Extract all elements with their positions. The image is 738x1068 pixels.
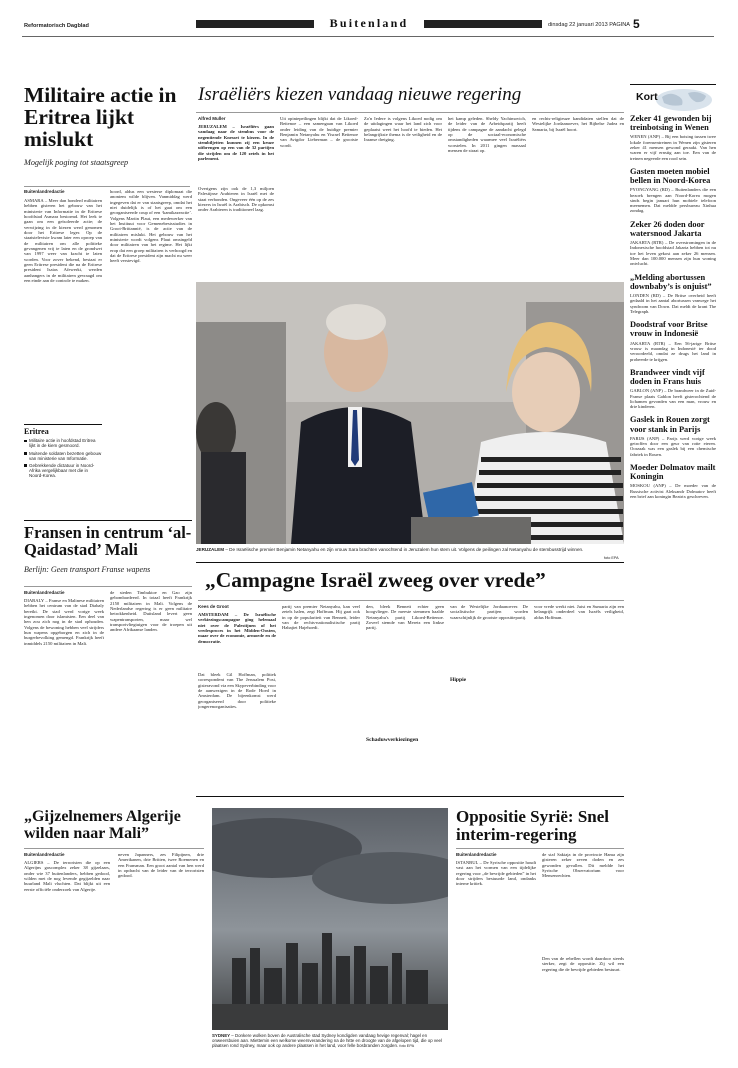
election-photo xyxy=(196,282,624,544)
eritrea-body-2: hoord, aldus een westerse diplomaat die anoniem wilde blijven. Vanmiddag werd ingegeven dat er van staatsgreep, omdat het niet duidelijk is of het gaat om een georganiseerde coup of een ‘kamikazeactie’. Volgens Martin Plaut, een medewerker van het Instituut voor Gemenebestsstudies in Groot-Brittannië, is de actie van de militairen mislukt. Het gebouw van het ministerie wordt volgens Plaut omsingeld door militairen van het regime. Het lijkt erop dat een groep militairen is verhoogd en dat de Eritrese president zijn macht nu weer heeft verstevigd. xyxy=(110,189,192,264)
campagne-rule xyxy=(198,600,624,601)
israel-headline: Israëliërs kiezen vandaag nieuwe regering xyxy=(198,84,522,105)
masthead-bar-left xyxy=(196,20,314,28)
mali-body-1: DIABALY – Franse en Malinese militairen hebben het centrum van de stad Diabaly bereikt. De stad werd vorige week ingenomen door islamisten. Een deel van hen zou zich nog in de stad ophouden. Volgens de bewoning hebben veel strijders hun wapens opgeborgen en zich in de burgerbevolking gemengd. Frankrijk heeft inmiddels 2150 militairen in Mali. xyxy=(24,598,104,646)
campagne-intertitle: Schaduwverkiezingen xyxy=(366,737,419,743)
israel-rule xyxy=(196,112,624,113)
eritrea-rule xyxy=(24,186,190,187)
eritrea-subhead: Mogelijk poging tot staatsgreep xyxy=(24,158,129,167)
campagne-body-5: voor vrede werkt niet. Juist en Sumaria zijn een belangrijk onderdeel van Israëls veiligheid, aldus Hoffman. xyxy=(534,604,624,620)
campagne-body-1: Dat bleek Gil Hoffman, politiek correspondent van The Jerusalem Post, gisteravond via een Skypeverbinding voor de aanwezigen in de Rode Hoed in Amsterdam. De bijeenkomst werd georganiseerd door politieke jongerenorganisaties. xyxy=(198,672,276,710)
kort-item-body: LONDEN (RD) – De Britse overheid heeft gedaald in het aantal abortussen vanwege het syndroom van Down. Dat meldt de krant The Telegraph. xyxy=(630,293,716,314)
israel-body-4: het kamp geleden. Sheldy Yachimovich, de leider van de Arbeidspartij heeft tijdens de campagne de aandacht gelegd op de sociaal-economische omstandigheden waarmee veel Israëliërs worstelen. In 2011 gingen massaal mensen de straat op. xyxy=(448,116,526,154)
section-name: Buitenland xyxy=(329,16,409,30)
israel-body-3: Zo'n Iedere is volgens Likoed nodig om de uitdagingen waar het land zich voor geplaatst weet het hoofd te bieden. Het belangrijkste thema is de veiligheid en de Iraanse dreiging. xyxy=(364,116,442,143)
campagne-end-rule xyxy=(196,796,624,797)
factbox-bullet: Gebrekkende dictatuur in Noord-Afrika vergelijkbaar met die in Noord-Korea. xyxy=(24,463,102,479)
algerije-body-2: neven Japanners, zes Filipijnen, drie Amerikanen, drie Britten, twee Roemenen en een Fransman. Een groot aantal van hen werd in opdracht van de leider van de terroristen gedood. xyxy=(118,852,204,879)
kort-item xyxy=(630,320,716,362)
kort-item-body: WENEN (ANP) – Bij een botsing tussen twee lokale forensentreinen in Wenen zijn gisteren zeker 41 mensen gewond geraakt. Van hen waren er vijf ernstig aan toe. Een van de treinen negeerde een rood sein. xyxy=(630,134,716,161)
sydney-caption-place: SYDNEY xyxy=(212,1033,231,1038)
header-rule xyxy=(22,36,714,37)
mali-rule xyxy=(24,586,192,587)
campagne-body-3: den, bleek Bennett echter geen hoogvlieger. De meeste stemmen haalde Netanyahu's partij Likoed-Beitenoe. Zoveel stemde van Meretz een linkse partij. xyxy=(366,604,444,631)
mali-headline: Fransen in centrum ‘al-Qaidastad’ Mali xyxy=(24,523,192,559)
kort-header xyxy=(630,84,716,114)
algerije-body-1: ALGIERS – De terroristen die op een Algerijns gascomplex zeker 38 gijzelaars, onder wie 37 buitenlanders, hebben gedood, wilden met de nog levende gegijzelden naar buurland Mali vluchten. Dat blijkt uit een eerste officiële onderzoek van Algerije. xyxy=(24,860,110,892)
eritrea-body-1: ASMARA – Meer dan honderd militairen hebben gisteren het gebouw van het ministerie van Informatie in de Eritrese hoofdstad Asmara bestormd. Het leek te gaan om een geïsoleerde actie; de verwijzing in de kiezen werd genomen door het Eritrese leger. Op de staatstelevisie kwam later een oproep van de militairen om alle politieke gevangenen vrij te laten en de grondwet van 1997 weer van kracht te laten worden. Voor zover bekend, bestaat er geen Eritrese president die na de Eritrese president Isaias Afewerki, werden aanhangers in de militairen gevraagd om een einde aan de controle te maken. xyxy=(24,198,102,284)
kort-item-title: Doodstraf voor Britse vrouw in Indonesië xyxy=(630,320,708,339)
mali-byline: Buitenlandredactie xyxy=(24,590,65,595)
election-photo-image xyxy=(196,282,624,544)
syrie-body-1: ISTANBUL – De Syrische oppositie houdt vast aan het vormen van een tijdelijke regering voor „de bevrijde gebieden” in het door strijders bestuurde land, ondanks interne kritiek. xyxy=(456,860,536,887)
kort-item-title: Gasten moeten mobiel bellen in Noord-Korea xyxy=(630,166,711,186)
syrie-rule xyxy=(456,848,624,849)
kort-item-title: Moeder Dolmatov mailt Koningin xyxy=(630,463,716,482)
sydney-photo-image xyxy=(212,808,448,1030)
kort-item-body: GABLON (ANP) – De brandweer in de Zuid-Franse plaats Gablon heeft gisterochtend de lichamen gevonden van een man, vrouw en drie kinderen. xyxy=(630,388,716,410)
kort-label: Kort xyxy=(636,91,658,103)
globe-icon xyxy=(654,87,714,113)
kort-item xyxy=(630,114,716,161)
eritrea-end-rule xyxy=(24,520,192,521)
photo-caption xyxy=(196,547,606,552)
factbox-title: Eritrea xyxy=(24,427,49,436)
kort-item-title: Zeker 26 doden door watersnood Jakarta xyxy=(630,219,705,238)
campagne-lead: AMSTERDAM – De Israëlische verkiezingscampagne ging helemaal niet over de Palestijnen of het vredesproces in het Midden-Oosten, maar over de economie, armoede en de democratie. xyxy=(198,612,276,644)
campagne-headline: „Campagne Israël zweeg over vrede” xyxy=(205,568,546,592)
photo-rule xyxy=(196,562,624,563)
syrie-body-3: Den van de rebellen wordt daardoor steeds sterker, zegt de oppositie. Zij wil een regering die de bevrijde gebieden bestuurt. xyxy=(542,956,624,972)
campagne-body-4: van de Westelijke Jordaanoever. De socialistische partijen worden waarschijnlijk de grootste oppositiepartij. xyxy=(450,604,528,620)
campagne-body-2: partij van premier Netanyahu, kan veel zetels halen, zegt Hoffman. Hij gaat ook in op de populariteit van Bennett, leider van de rechts-nationalistische partij Habajiet Hajehoedi. xyxy=(282,604,360,631)
mali-body-2: de steden Timbuktoe en Gao zijn gebombardeerd. In totaal heeft Frankrijk 2150 militairen in Mali. Volgens de Nederlandse regering is er geen militaire betrokkenheid. Duitsland levert geen wapentransporten, maar wel transportvliegtuigen voor de troepen uit andere Afrikaanse landen. xyxy=(110,590,192,633)
photo-credit: foto EPA xyxy=(604,556,619,560)
israel-byline: Alfred Muller xyxy=(198,116,226,121)
kort-item xyxy=(630,368,716,410)
kort-item xyxy=(630,415,716,457)
israel-body-2: Uit opiniepeilingen blijkt dat de Likoed-Beitenoe – een samengaan van Likoed onder leiding van de huidige premier Benjamin Netanyahu en Yisrael Beitenoe van Avigdor Lieberman – de grootste wordt. xyxy=(280,116,358,148)
kort-item-title: Brandweer vindt vijf doden in Frans huis xyxy=(630,367,705,387)
kort-item-title: Zeker 41 gewonden bij treinbotsing in Wenen xyxy=(630,114,712,133)
israel-body-1: Overigens zijn ook de 1,3 miljoen Palestijnse Arabieren in Israël met de staat verbonden. Ongeveer één op de zes kiezers in Israël is Arabisch. De opkomst onder Arabieren is traditioneel laag. xyxy=(198,186,274,213)
kort-item xyxy=(630,220,716,267)
algerije-byline: Buitenlandredactie xyxy=(24,852,65,857)
factbox-bullet: Militaire actie in hoofdstad Eritrea lijkt in de kiem gesmoord. xyxy=(24,438,102,448)
eritrea-factbox xyxy=(24,424,102,479)
kort-list xyxy=(630,114,716,499)
factbox-bullet: Muitende soldaten bezetten gebouw van ministerie van Informatie. xyxy=(24,451,102,461)
kort-item xyxy=(630,167,716,214)
masthead xyxy=(0,0,738,40)
kort-item-title: Gaslek in Rouen zorgt voor stank in Parijs xyxy=(630,415,710,434)
masthead-bar-right xyxy=(424,20,542,28)
syrie-byline: Buitenlandredactie xyxy=(456,852,497,857)
sydney-caption xyxy=(212,1033,448,1050)
israel-body-5: en rechts-religieuze kandidaten stellen dat de Westelijke Jordaanoever, het Bijbelse Judea en Samaria, bij Israël hoort. xyxy=(532,116,624,132)
campagne-intertitle-2: Hippie xyxy=(450,677,467,683)
factbox-rule xyxy=(24,424,102,425)
eritrea-headline: Militaire actie in Eritrea lijkt mislukt xyxy=(24,83,177,151)
algerije-headline: „Gijzelnemers Algerije wilden naar Mali” xyxy=(24,808,181,842)
photo-caption-place: JERUZALEM xyxy=(196,547,225,552)
sydney-caption-text: – Donkere wolken boven de Australische stad Sydney kondigden vandaag hevige regenval; hagel en onweersbuien aan. Miettemin een welkome weersverandering na de hitte en droogte van de afgelopen tijd, die op veel plaatsen rond Sydney, maar ook op andere plaatsen in het land, voor felle bosbranden zorgden. xyxy=(212,1033,442,1049)
algerije-rule xyxy=(24,848,204,849)
photo-caption-text: – De Israëlische premier Benjamin Netanyahu en zijn vrouw Sara brachten vanochtend in Jeruzalem hun stem uit. Volgens de peilingen zal Netanyahu de stembusstrijd winnen. xyxy=(224,547,584,552)
syrie-body-2: de staf Sakiaja in de provincie Hama zijn gisteren zeker zeven doden en zes gewonden gevallen. Dit meldde het Syrische Observatorium voor Mensenrechten. xyxy=(542,852,624,879)
sydney-photo xyxy=(212,808,448,1030)
kort-item-title: „Melding abortussen downbaby’s is onjuist” xyxy=(630,272,712,291)
eritrea-byline: Buitenlandredactie xyxy=(24,189,65,194)
paper-name: Reformatorisch Dagblad xyxy=(24,23,89,29)
kort-item xyxy=(630,273,716,315)
kort-item-body: MOSKOU (ANP) – De moeder van de Russische activist Aleksandr Dolmatov heeft een brief aan koningin Beatrix geschreven. xyxy=(630,483,716,500)
kort-item xyxy=(630,463,716,499)
page-number: 5 xyxy=(633,17,640,31)
kort-item-body: JAKARTA (RTR) – De overstromingen in de Indonesische hoofdstad Jakarta hebben tot nu toe het leven gekost aan zeker 26 mensen. Meer dan 100.000 mensen zijn hun woning ontvlucht. xyxy=(630,240,716,267)
sydney-credit: foto EPA xyxy=(399,1044,415,1049)
campagne-byline: Kees de Groot xyxy=(198,604,229,609)
syrie-headline: Oppositie Syrië: Snel interim-regering xyxy=(456,807,610,844)
kort-item-body: PARIJS (ANP) – Parijs werd vorige week getroffen door een geur van rotte eieren. Oorzaak was een gaslek bij een chemische fabriek in Rouen. xyxy=(630,435,716,457)
kort-item-body: PYONGYANG (RD) – Buitenlanders die een bezoek brengen aan Noord-Korea mogen sinds begin januari hun mobiele telefoon meenemen. Dat meldde persbureau Xinhua zondag. xyxy=(630,187,716,214)
israel-lead: JERUZALEM – Israëliërs gaan vandaag naar de stembus voor de negentiende Knesset te kiezen. In de stembiljetten kunnen zij een keuze uitbrengen op een van de 32 partijen die strijden om de 120 zetels in het parlement. xyxy=(198,124,274,162)
mali-subhead: Berlijn: Geen transport Franse wapens xyxy=(24,565,151,574)
kort-sidebar xyxy=(630,84,716,1054)
kort-item-body: JAKARTA (RTR) – Een 56-jarige Britse vrouw is maandag in Indonesië ter dood veroordeeld, omdat ze drugs het land in probeerde te krijgen. xyxy=(630,340,716,362)
page-date: dinsdag 22 januari 2013 PAGINA xyxy=(548,22,631,28)
